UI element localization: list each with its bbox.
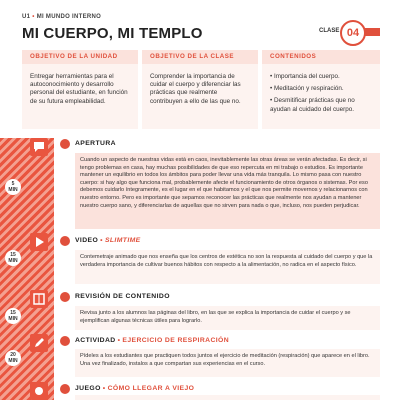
time-badge [5,250,21,266]
separator-dot: • [117,337,121,344]
separator-dot: • [102,385,106,392]
clase-bar [364,28,380,36]
section-label: REVISIÓN DE CONTENIDO [75,293,170,300]
unit-breadcrumb [22,14,101,20]
box-objetivo-clase [142,50,258,129]
box-title: CONTENIDOS [262,50,380,64]
box-title: OBJETIVO DE LA CLASE [142,50,258,64]
time-value: 5 [11,181,15,187]
section-text-revision: Revisa junto a los alumnos las páginas del libro, en las que se explica la importancia de cuidar el cuerpo y se ejemplifican algunas técnicas útiles para lograrlo. [75,306,380,330]
time-badge [5,179,21,195]
time-unit: MIN [8,187,18,193]
section-text-video: Contemetraje animado que nos enseña que los centros de estética no son la respuesta al cuidado del cuerpo y que la verdadera importancia de cultivar buenos hábitos con respecto a la alimentación, no radica en el aspecto físico. [75,250,380,284]
section-marker [60,384,70,394]
section-label: JUEGO [75,385,101,392]
section-extra: SLIMTIME [104,237,141,244]
box-contenidos [262,50,380,129]
section-marker [60,139,70,149]
section-heading-revision [75,293,170,300]
section-extra: EJERCICIO DE RESPIRACIÓN [122,337,230,344]
box-list [262,64,380,129]
clase-label: CLASE [319,28,340,34]
section-marker [60,292,70,302]
unit-title: MI MUNDO INTERNO [36,14,102,20]
section-heading-juego [75,385,194,392]
section-label: VIDEO [75,237,99,244]
clase-number: 04 [340,20,366,46]
unit-code: U1 [22,14,31,20]
page-title: MI CUERPO, MI TEMPLO [22,25,203,42]
section-text-apertura: Cuando un aspecto de nuestras vidas está en caos, inevitablemente las otras áreas se verán afectadas. Es decir, si tengo problemas en casa, hay muchas posibilidades de que eso repercuta en mi trabajo o estudios. Es importante mantener un equilibrio en todos los ámbitos para poder llevar una vida más tranquila. Lo mismo pasa con nuestro cuerpo: si hay algo que funciona mal, probablemente afecte el funcionamiento de otros órganos o sistemas. Por eso debemos cuidarlo íntegramente, es el lugar en el que habitamos y el que nos permite movernos y relacionarnos con nuestro entorno. Pero es importante que sepamos reconocer las prácticas que realmente nos ayudan a mantener nuestro cuerpo sano, y diferenciarlas de aquellas que no sirven para nada o que, incluso, nos pueden perjudicar. [75,153,380,229]
play-video-icon [30,233,48,251]
time-badge [5,350,21,366]
time-unit: MIN [8,358,18,364]
box-text: Entregar herramientas para el autoconocimiento y desarrollo personal del estudiante, en función de su futura empleabilidad. [22,64,138,129]
time-unit: MIN [8,316,18,322]
box-title: OBJETIVO DE LA UNIDAD [22,50,138,64]
game-icon [30,382,48,400]
section-text-actividad: Pídeles a los estudiantes que practiquen todos juntos el ejercicio de meditación (respiración) que aparece en el libro. Una vez finalizado, instalos a que compartan sus experiencias en el curso. [75,349,380,377]
pencil-icon [30,334,48,352]
section-marker [60,236,70,246]
content-item: • Meditación y respiración. [270,85,372,93]
time-value: 15 [10,310,16,316]
section-marker [60,336,70,346]
time-badge [5,308,21,324]
section-label: APERTURA [75,140,116,147]
box-objetivo-unidad [22,50,138,129]
content-item: • Importancia del cuerpo. [270,73,372,81]
section-heading-actividad [75,337,229,344]
book-icon [30,290,48,308]
separator-dot: • [100,237,103,244]
section-label: ACTIVIDAD [75,337,116,344]
section-heading-apertura [75,140,116,147]
time-value: 20 [10,352,16,358]
section-extra: CÓMO LLEGAR A VIEJO [107,385,195,392]
breadcrumb-dot: • [32,14,35,20]
time-value: 15 [10,252,16,258]
speech-bubble-icon [30,138,48,156]
section-heading-video [75,237,141,244]
section-text-juego [75,395,380,400]
time-unit: MIN [8,258,18,264]
content-item: • Desmitificar prácticas que no ayudan al cuidado del cuerpo. [270,97,372,113]
box-text: Comprender la importancia de cuidar el cuerpo y diferenciar las prácticas que realmente contribuyen a ello de las que no. [142,64,258,129]
